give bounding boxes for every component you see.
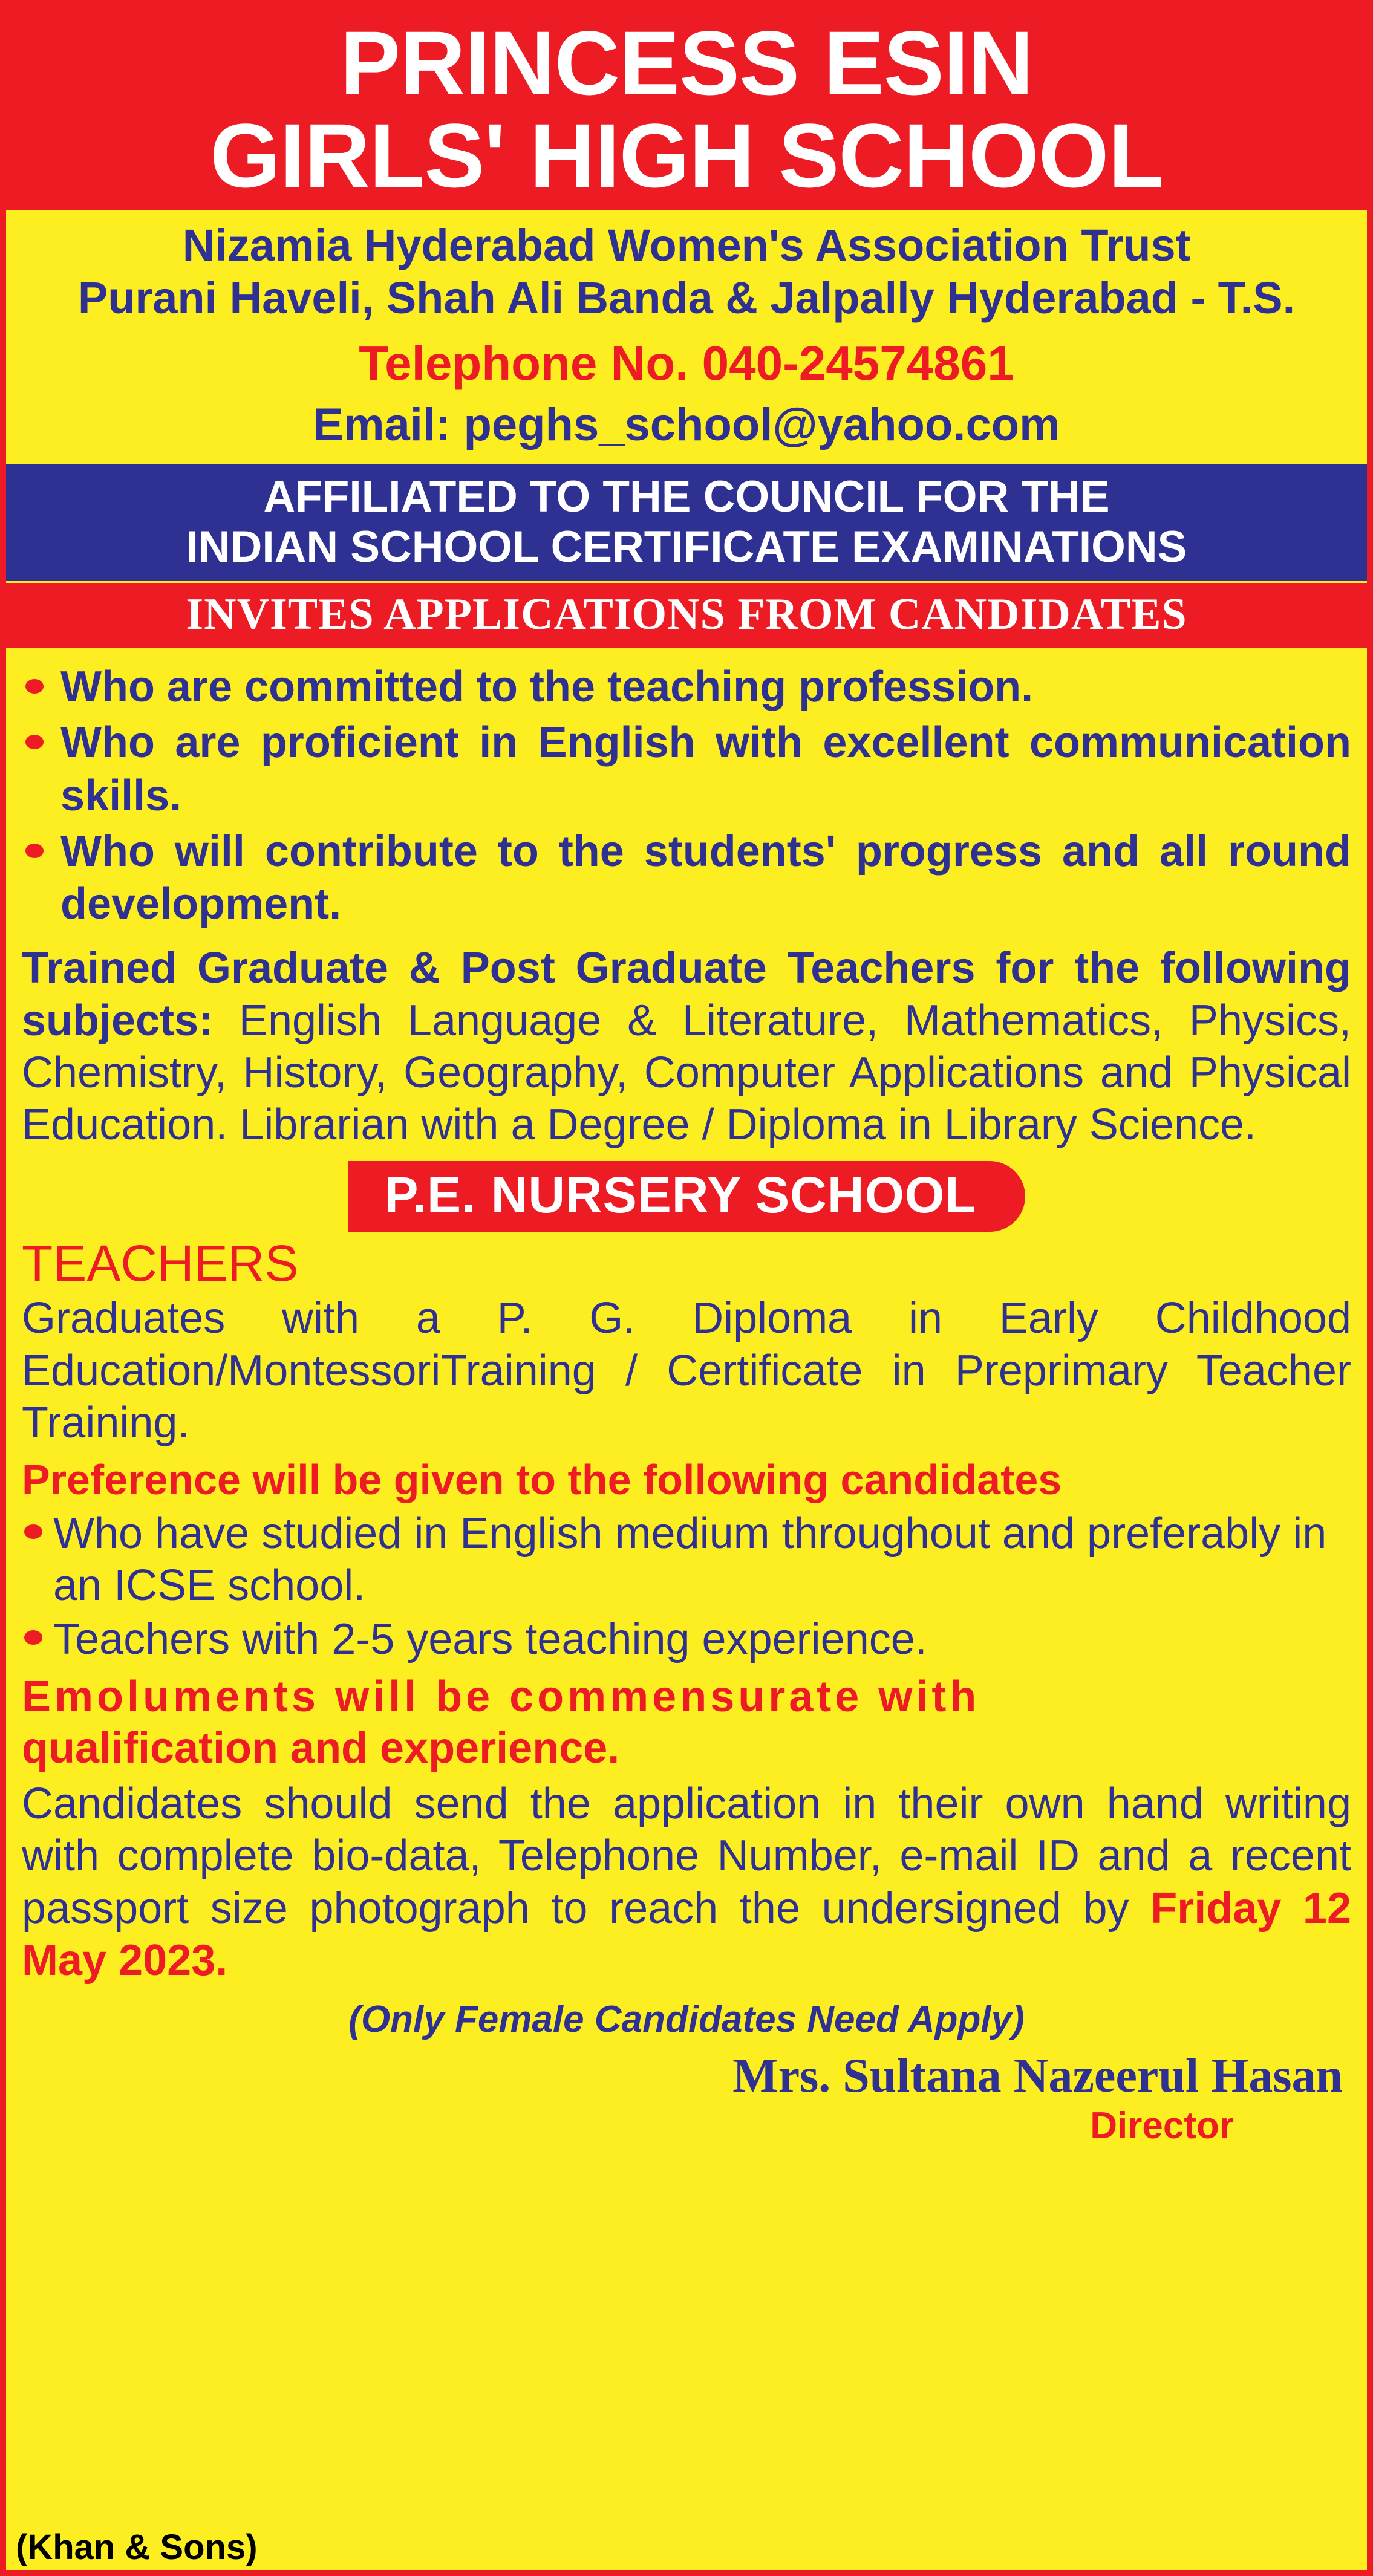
trust-address: Purani Haveli, Shah Ali Banda & Jalpally Hyderabad - T.S. bbox=[77, 273, 1296, 324]
bullet-dot-icon bbox=[25, 679, 44, 694]
application-deadline: Friday 12 May 2023. bbox=[22, 1884, 1351, 1985]
preference-text: Who have studied in English medium throughout and preferably in an ICSE school. bbox=[53, 1509, 1327, 1610]
nursery-teachers-heading: TEACHERS bbox=[22, 1234, 299, 1292]
application-instructions bbox=[22, 1778, 1351, 1987]
advertisement-body bbox=[6, 650, 1367, 2148]
trust-name: Nizamia Hyderabad Women's Association Trust bbox=[182, 220, 1191, 270]
preference-heading: Preference will be given to the following candidates bbox=[22, 1456, 1062, 1504]
signature-block bbox=[22, 2049, 1351, 2148]
nursery-qualification-text: Graduates with a P. G. Diploma in Early Childhood Education/MontessoriTraining / Certificate in Preprimary Teacher Training. bbox=[22, 1294, 1351, 1447]
signatory-name: Mrs. Sultana Nazeerul Hasan bbox=[732, 2049, 1343, 2103]
emoluments-note bbox=[22, 1671, 1351, 1774]
school-name-line2: GIRLS' HIGH SCHOOL bbox=[209, 105, 1164, 206]
bullet-dot-icon bbox=[25, 735, 44, 749]
criteria-list bbox=[22, 661, 1351, 931]
preference-list bbox=[22, 1508, 1351, 1665]
affiliation-line1: AFFILIATED TO THE COUNCIL FOR THE bbox=[263, 472, 1110, 521]
school-name-header bbox=[6, 6, 1367, 210]
criteria-text: Who are committed to the teaching profession. bbox=[60, 663, 1034, 712]
bullet-dot-icon bbox=[24, 1524, 42, 1539]
bullet-dot-icon bbox=[25, 844, 44, 858]
school-name-line1: PRINCESS ESIN bbox=[340, 12, 1033, 114]
nursery-banner-wrap bbox=[22, 1161, 1351, 1232]
trust-contact-block bbox=[6, 210, 1367, 460]
list-item bbox=[22, 717, 1351, 823]
emoluments-line2: qualification and experience. bbox=[22, 1724, 620, 1773]
subjects-lead: Trained Graduate & Post Graduate Teachers for the following subjects: bbox=[22, 944, 1351, 1045]
affiliation-line2: INDIAN SCHOOL CERTIFICATE EXAMINATIONS bbox=[186, 522, 1187, 571]
nursery-school-banner: P.E. NURSERY SCHOOL bbox=[348, 1161, 1025, 1232]
subjects-list: English Language & Literature, Mathematics, Physics, Chemistry, History, Geography, Computer Applications and Physical Education. Librarian with a Degree / Diploma in Library Science. bbox=[22, 996, 1351, 1150]
email-address: Email: peghs_school@yahoo.com bbox=[313, 398, 1060, 450]
telephone-number: Telephone No. 040-24574861 bbox=[359, 336, 1014, 390]
list-item bbox=[22, 1613, 1351, 1665]
only-female-note: (Only Female Candidates Need Apply) bbox=[348, 1998, 1025, 2040]
list-item bbox=[22, 661, 1351, 714]
instructions-text: Candidates should send the application in their own hand writing with complete bio-data, Telephone Number, e-mail ID and a recent passport size photograph to reach the undersigned by bbox=[22, 1780, 1351, 1933]
list-item bbox=[22, 1508, 1351, 1612]
invites-band: INVITES APPLICATIONS FROM CANDIDATES bbox=[6, 581, 1367, 650]
emoluments-line1: Emoluments will be commensurate with bbox=[22, 1673, 980, 1722]
criteria-text: Who are proficient in English with excellent communication skills. bbox=[60, 718, 1351, 820]
bullet-dot-icon bbox=[24, 1630, 42, 1645]
list-item bbox=[22, 825, 1351, 932]
affiliation-band bbox=[6, 464, 1367, 581]
signatory-role: Director bbox=[1090, 2104, 1234, 2147]
preference-text: Teachers with 2-5 years teaching experience. bbox=[53, 1615, 927, 1664]
criteria-text: Who will contribute to the students' progress and all round development. bbox=[60, 827, 1351, 929]
subjects-paragraph bbox=[22, 942, 1351, 1151]
agency-credit: (Khan & Sons) bbox=[12, 2527, 261, 2568]
